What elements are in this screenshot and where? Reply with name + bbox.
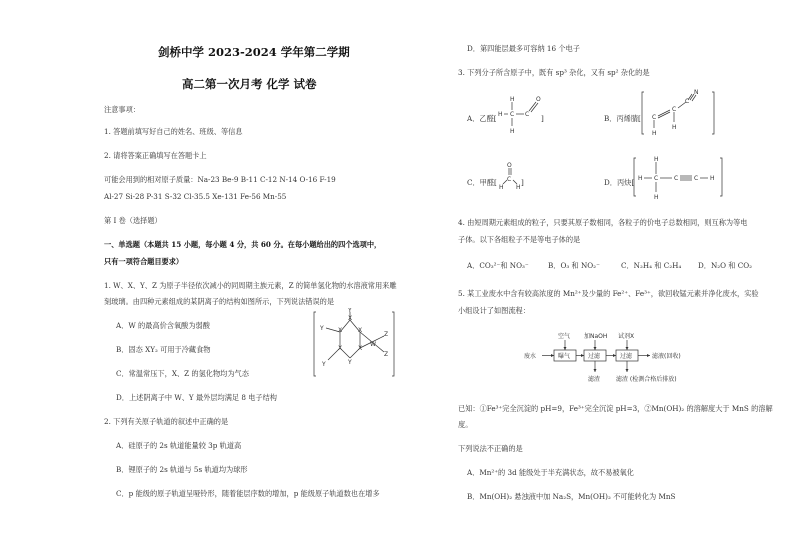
- atomic-mass-line-2: Al-27 Si-28 P-31 S-32 Cl-35.5 Xe-131 Fe-56 Mn-55: [104, 192, 287, 201]
- propyne-h-right: H: [710, 175, 715, 182]
- q4-stem-line-2: 子体。以下各组粒子不是等电子体的是: [458, 235, 581, 244]
- acrylonitrile-h-1: H: [652, 130, 657, 137]
- flow-label-filter-1: 过滤: [588, 353, 601, 360]
- acrylonitrile-c2: C: [672, 106, 677, 113]
- q2-option-a: A．硅原子的 2s 轨道能量较 3p 轨道高: [116, 441, 242, 450]
- struct-label-x-left-2: X: [338, 345, 343, 352]
- q3-option-a: A．乙醛[: [467, 114, 497, 123]
- flow-label-reagent: 试剂X: [618, 333, 635, 340]
- struct-label-w: W: [370, 341, 376, 348]
- q5-stem-line-2: 小组设计了如图流程：: [458, 306, 530, 315]
- q3-acrylonitrile-structure: [640, 88, 716, 138]
- atomic-mass-line-1: 可能会用到的相对原子质量：Na-23 Be-9 B-11 C-12 N-14 O-16 F-19: [104, 175, 336, 184]
- q1-option-d: D．上述阴离子中 W、Y 最外层均满足 8 电子结构: [116, 393, 277, 402]
- q1-option-c: C．常温常压下，X、Z 的氢化物均为气态: [116, 369, 249, 378]
- q5-known-info: 已知：①Fe³⁺完全沉淀的 pH=9，Fe³⁺完全沉淀 pH=3，②Mn(OH)₂ 的溶解度大于 MnS 的溶解: [458, 404, 773, 413]
- q3-propyne-structure: [632, 154, 724, 200]
- flow-label-naoh: 加NaOH: [584, 333, 608, 340]
- propyne-c3: C: [694, 175, 699, 182]
- q1-anion-structure: [312, 308, 402, 380]
- notice-heading: 注意事项：: [104, 105, 140, 114]
- flow-label-residue-1: 滤渣: [588, 376, 601, 383]
- struct-label-z-2: Z: [384, 351, 389, 358]
- acetaldehyde-o: O: [536, 96, 541, 103]
- q1-stem-line-1: 1. W、X、Y、Z 为原子半径依次减小的同周期主族元素，Z 的简单氢化物的水溶液常用来雕: [104, 281, 397, 290]
- propyne-h-top: H: [654, 156, 659, 163]
- flow-label-filter-2: 过滤: [620, 353, 633, 360]
- formaldehyde-h-left: H: [499, 184, 504, 190]
- q1-option-b: B．固态 XY₂ 可用于冷藏食物: [116, 345, 211, 354]
- q3-option-a-close: ]: [541, 114, 544, 123]
- q3-option-c: C．甲醛[: [467, 178, 497, 187]
- acetaldehyde-c1: C: [510, 111, 515, 118]
- acetaldehyde-h-left: H: [498, 111, 503, 118]
- struct-label-x-right-1: X: [358, 327, 363, 334]
- struct-label-y-left: Y: [320, 325, 324, 332]
- q1-option-a: A．W 的最高价含氧酸为弱酸: [116, 321, 210, 330]
- q3-option-c-close: ]: [521, 178, 524, 187]
- acrylonitrile-h-2: H: [672, 124, 677, 131]
- q4-option-d: D．N₂O 和 CO₂: [698, 261, 753, 270]
- flow-label-residue-2: 滤渣 (检测合格后排放): [616, 376, 677, 383]
- formaldehyde-h-right: H: [516, 184, 521, 190]
- acetaldehyde-h-top: H: [510, 96, 515, 103]
- exam-title-subject: 高二第一次月考 化学 试卷: [182, 77, 317, 91]
- q2-option-b: B．锂原子的 2s 轨道与 5s 轨道均为球形: [116, 465, 248, 474]
- formaldehyde-c: C: [507, 176, 512, 183]
- q5-known-info-cont: 度。: [458, 420, 473, 429]
- struct-label-x-right-2: X: [358, 345, 363, 352]
- acetaldehyde-c2: C: [525, 111, 530, 118]
- propyne-h-bottom: H: [654, 194, 659, 200]
- flow-label-filtrate: 滤液(回收): [652, 353, 681, 360]
- q5-option-a: A．Mn²⁺的 3d 能级处于半充满状态，故不易被氧化: [467, 468, 634, 477]
- q4-option-b: B．O₃ 和 NO₂⁻: [548, 261, 600, 270]
- struct-label-y-low: Y: [348, 359, 352, 366]
- struct-label-y-top: Y: [348, 308, 352, 314]
- acetaldehyde-h-bottom: H: [510, 128, 515, 135]
- struct-label-z-1: Z: [384, 331, 389, 338]
- formaldehyde-o: O: [507, 162, 512, 169]
- q1-stem-line-2: 刻玻璃。由四种元素组成的某阴离子的结构如图所示，下列说法错误的是: [104, 297, 335, 306]
- q2-option-d: D．第四能层最多可容纳 16 个电子: [467, 44, 580, 53]
- struct-label-x-left-1: X: [338, 327, 343, 334]
- notice-item-1: 1. 答题前填写好自己的姓名、班级、等信息: [104, 127, 243, 136]
- flow-label-air: 空气: [558, 333, 571, 340]
- q2-stem: 2. 下列有关原子轨道的叙述中正确的是: [104, 417, 229, 426]
- q3-option-b: B．丙烯腈[: [604, 114, 641, 123]
- part-heading-line-2: 只有一项符合题目要求）: [104, 257, 184, 266]
- q5-stem-line-1: 5. 某工业废水中含有较高浓度的 Mn²⁺及少量的 Fe²⁺、Fe³⁺，欲回收锰元素并净化废水，实验: [458, 289, 759, 298]
- propyne-c1: C: [654, 175, 659, 182]
- q3-stem: 3. 下列分子所含原子中，既有 sp³ 杂化，又有 sp² 杂化的是: [458, 68, 650, 77]
- q5-process-flowchart: [520, 330, 720, 394]
- acrylonitrile-c3: C: [685, 98, 690, 105]
- q4-option-c: C．N₂H₄ 和 C₂H₄: [621, 261, 682, 270]
- section-title: 第 I 卷（选择题）: [104, 216, 162, 225]
- q2-option-c: C．p 能级的原子轨道呈哑铃形，随着能层序数的增加，p 能级原子轨道数也在增多: [116, 489, 380, 498]
- q5-option-b: B．Mn(OH)₂ 悬浊液中加 Na₂S，Mn(OH)₂ 不可能转化为 MnS: [467, 492, 676, 501]
- part-heading-line-1: 一、单选题（本题共 15 小题，每小题 4 分，共 60 分。在每小题给出的四个选项中，: [104, 240, 382, 249]
- exam-title-school: 剑桥中学 2023-2024 学年第二学期: [158, 45, 350, 59]
- propyne-c2: C: [674, 175, 679, 182]
- struct-label-x-top: X: [348, 315, 353, 322]
- acrylonitrile-c1: C: [652, 114, 657, 121]
- q5-question: 下列说法不正确的是: [458, 444, 523, 453]
- acrylonitrile-n: N: [694, 89, 699, 96]
- struct-label-y-bottom: Y: [322, 361, 326, 368]
- q4-option-a: A．CO₃²⁻和 NO₃⁻: [467, 261, 529, 270]
- flow-label-aerate: 曝气: [558, 353, 571, 360]
- notice-item-2: 2. 请将答案正确填写在答题卡上: [104, 151, 207, 160]
- propyne-h-left: H: [638, 175, 643, 182]
- flow-label-water: 废水: [524, 353, 537, 360]
- q4-stem-line-1: 4. 由短周期元素组成的粒子，只要其原子数相同，各粒子的价电子总数相同，则互称为等电: [458, 218, 748, 227]
- q3-option-d: D．丙炔[: [604, 178, 635, 187]
